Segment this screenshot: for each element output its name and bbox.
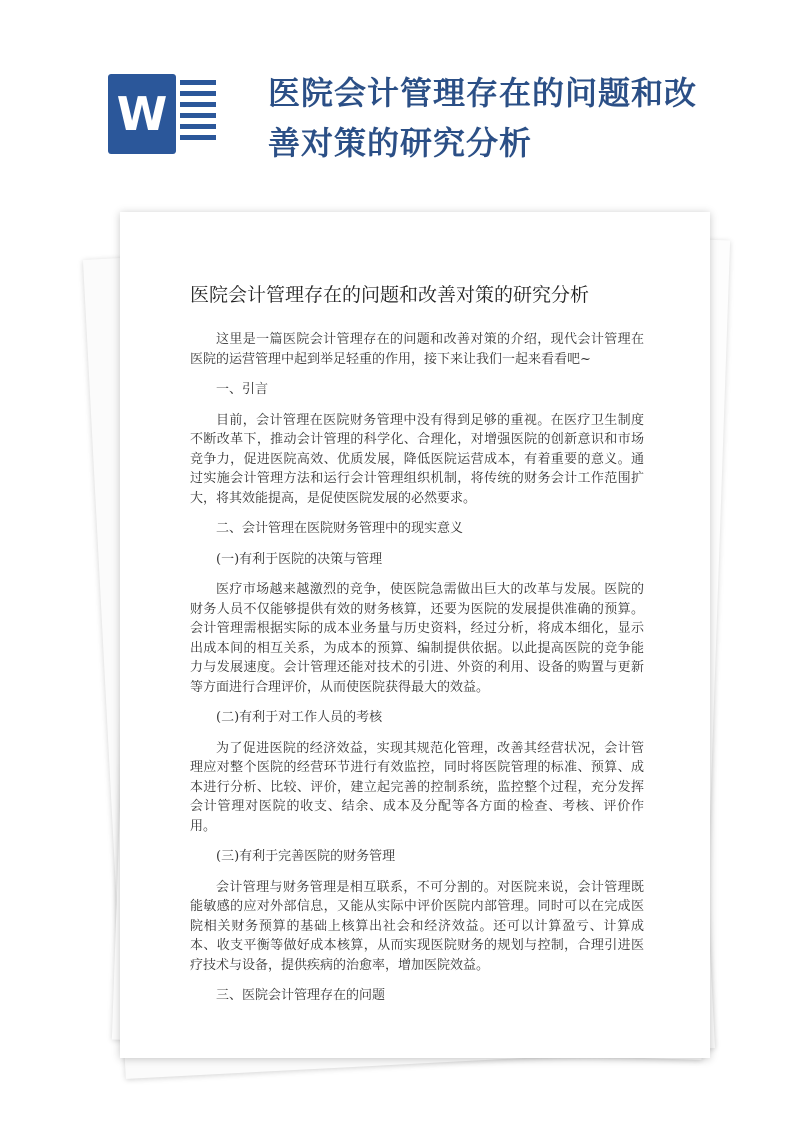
paragraph: 目前，会计管理在医院财务管理中没有得到足够的重视。在医疗卫生制度不断改革下，推动会计管理的科学化、合理化，对增强医院的创新意识和市场竞争力，促进医院高效、优质发展，降低医院运营成本，有着重要的意义。通过实施会计管理方法和运行会计管理组织机制，将传统的财务会计工作范围扩大，将其效能提高，是促使医院发展的必然要求。 [190,412,644,506]
section-heading: 三、医院会计管理存在的问题 [216,988,386,1003]
paragraph: 会计管理与财务管理是相互联系，不可分割的。对医院来说，会计管理既能敏感的应对外部信息，又能从实际中评价医院内部管理。同时可以在完成医院相关财务预算的基础上核算出社会和经济效益。还可以计算盈亏、计算成本、收支平衡等做好成本核算，从而实现医院财务的规划与控制，合理引进医疗技术与设备，提供疾病的治愈率，增加医院效益。 [190,879,644,973]
subsection-heading: (一)有利于医院的决策与管理 [216,551,383,567]
section-heading: 一、引言 [216,382,269,397]
paragraph: 为了促进医院的经济效益，实现其规范化管理，改善其经营状况，会计管理应对整个医院的经营环节进行有效监控，同时将医院管理的标准、预算、成本进行分析、比较、评价，建立起完善的控制系统，监控整个过程，充分发挥会计管理对医院的收支、结余、成本及分配等各方面的检查、考核、评价作用。 [190,740,644,834]
page-header [0,0,800,200]
document-lines-icon [180,80,216,152]
subsection-heading: (三)有利于完善医院的财务管理 [216,849,396,864]
word-letter: W [108,74,176,154]
intro-paragraph: 这里是一篇医院会计管理存在的问题和改善对策的介绍，现代会计管理在医院的运营管理中起到举足轻重的作用，接下来让我们一起来看看吧~ [190,332,644,367]
section-heading: 二、会计管理在医院财务管理中的现实意义 [216,521,464,536]
document-title: 医院会计管理存在的问题和改善对策的研究分析 [190,284,590,306]
word-document-icon [108,64,220,176]
document-body [190,330,644,1017]
paragraph: 医疗市场越来越激烈的竞争，使医院急需做出巨大的改革与发展。医院的财务人员不仅能够提供有效的财务核算，还要为医院的发展提供准确的预算。会计管理需根据实际的成本业务量与历史资料，经过分析，将成本细化，显示出成本间的相互关系，为成本的预算、编制提供依据。以此提高医院的竞争能力与发展速度。会计管理还能对技术的引进、外资的利用、设备的购置与更新等方面进行合理评价，从而使医院获得最大的效益。 [190,582,644,695]
header-title: 医院会计管理存在的问题和改善对策的研究分析 [268,74,698,162]
subsection-heading: (二)有利于对工作人员的考核 [216,710,383,725]
document-page [120,212,710,1058]
